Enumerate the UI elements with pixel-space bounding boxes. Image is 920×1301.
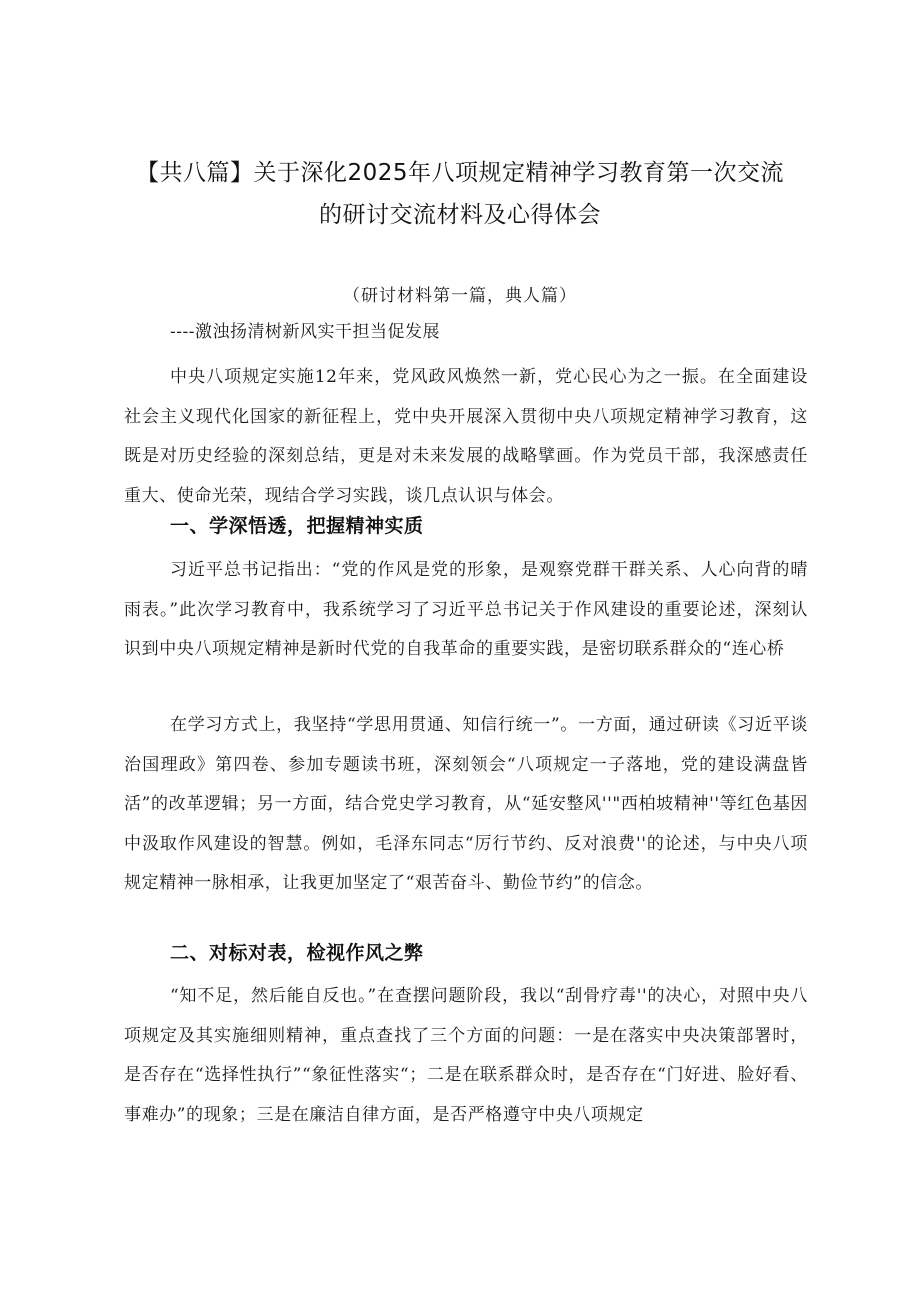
document-title-line-1: 【共八篇】关于深化2025年八项规定精神学习教育第一次交流 (135, 160, 785, 186)
section-1-paragraph-1: 习近平总书记指出：“党的作风是党的形象，是观察党群干群关系、人心向背的晴雨表。”此次学习教育中，我系统学习了习近平总书记关于作风建设的重要论述，深刻认识到中央八项规定精神是新时代党的自我革命的重要实践，是密切联系群众的“连心桥 (124, 560, 808, 659)
intro-paragraph: 中央八项规定实施12年来，党风政风焕然一新，党心民心为之一振。在全面建设社会主义现代化国家的新征程上，党中央开展深入贯彻中央八项规定精神学习教育，这既是对历史经验的深刻总结，更是对未来发展的战略擘画。作为党员干部，我深感责任重大、使命光荣，现结合学习实践，谈几点认识与体会。 (124, 367, 808, 506)
section-2-paragraph-1: “知不足，然后能自反也。”在查摆问题阶段，我以“刮骨疗毒''的决心，对照中央八项规定及其实施细则精神，重点查找了三个方面的问题：一是在落实中央决策部署时，是否存在“选择性执行”“象征性落实“；二是在联系群众时，是否存在“门好进、脸好看、事难办”的现象；三是在廉洁自律方面，是否严格遵守中央八项规定 (124, 986, 808, 1125)
section-2-heading: 二、对标对表，检视作风之弊 (170, 942, 424, 964)
section-1-paragraph-2: 在学习方式上，我坚持“学思用贯通、知信行统一”。一方面，通过研读《习近平谈治国理政》第四卷、参加专题读书班，深刻领会“八项规定一子落地，党的建设满盘皆活”的改革逻辑；另一方面，结合党史学习教育，从“延安整风''"西柏坡精神''等红色基因中汲取作风建设的智慧。例如，毛泽东同志“厉行节约、反对浪费''的论述，与中央八项规定精神一脉相承，让我更加坚定了“艰苦奋斗、勤俭节约”的信念。 (124, 715, 808, 893)
document-title-line-2: 的研讨交流材料及心得体会 (319, 202, 601, 228)
document-subtitle: （研讨材料第一篇，典人篇） (343, 286, 577, 306)
document-theme-line: ----激浊扬清树新风实干担当促发展 (170, 322, 440, 342)
section-1-heading: 一、学深悟透，把握精神实质 (170, 515, 424, 537)
